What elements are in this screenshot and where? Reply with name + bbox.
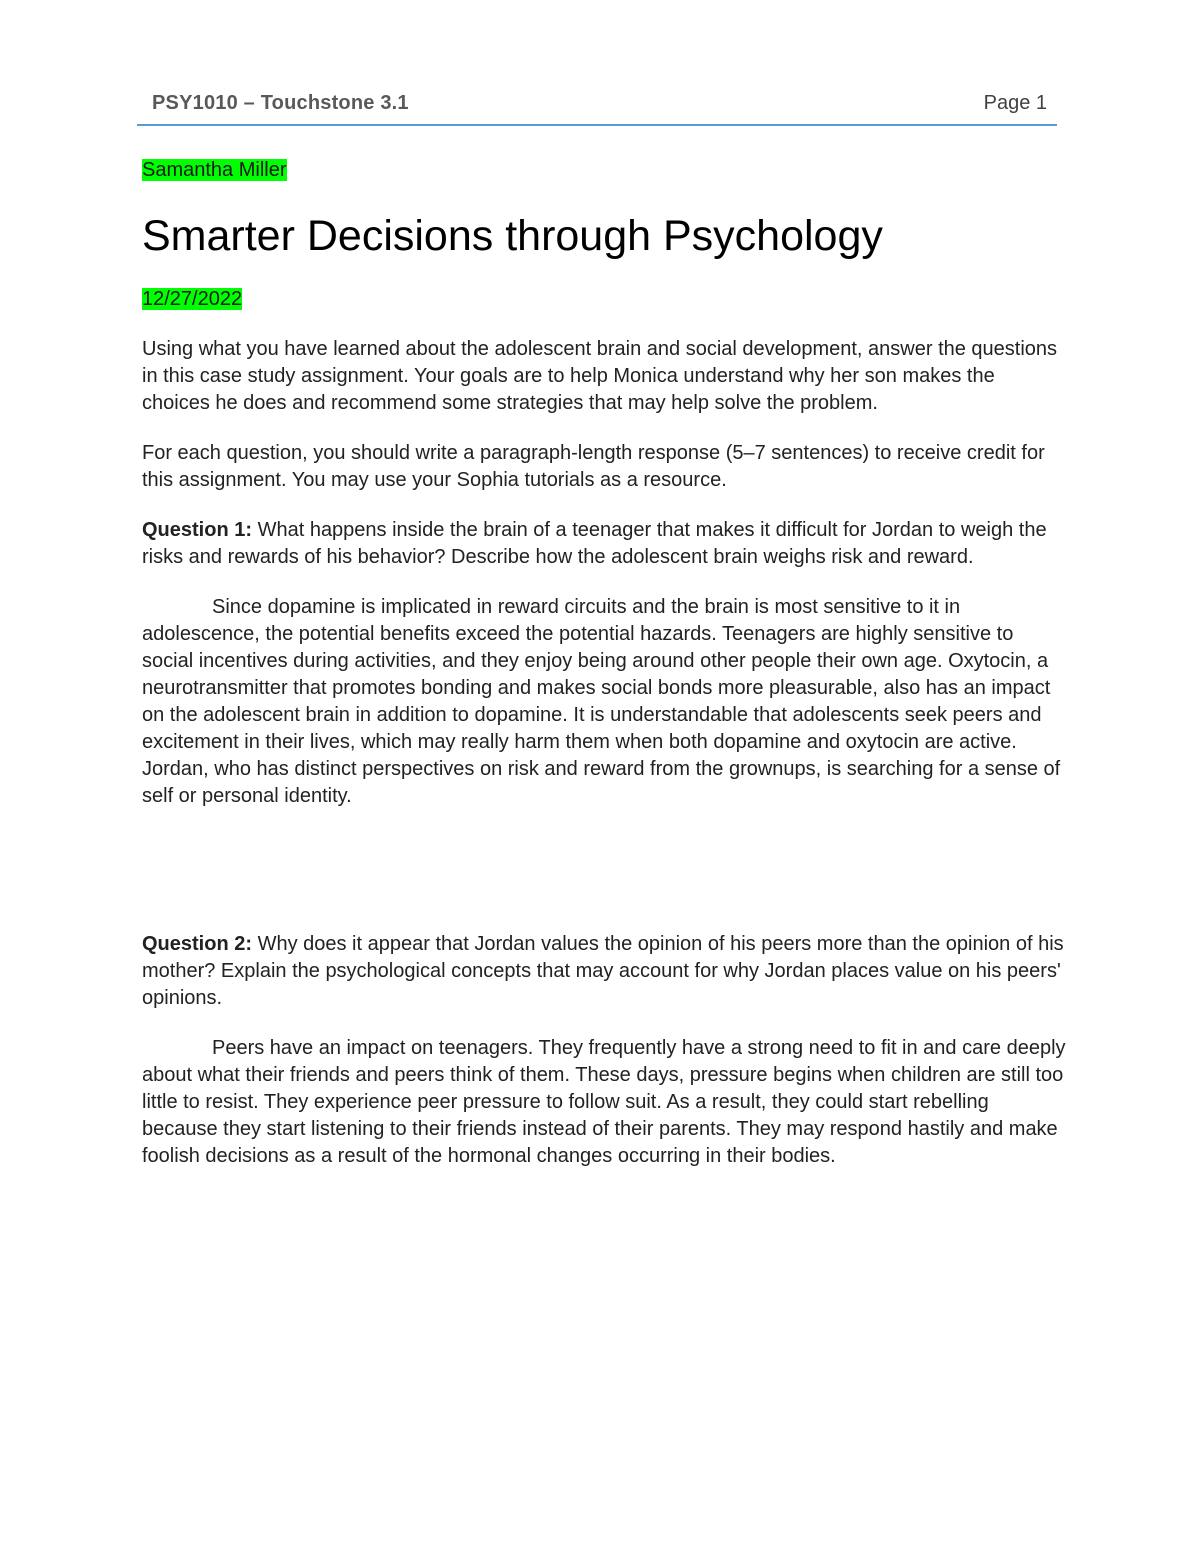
document-body [142,156,1067,1170]
author-name: Samantha Miller [142,159,287,181]
header-course-title: PSY1010 – Touchstone 3.1 [152,92,409,114]
intro-paragraph-1: Using what you have learned about the adolescent brain and social development, answer the questions in this case study assignment. Your goals are to help Monica understand why her son makes the choices he does and recommend some strategies that may help solve the problem. [142,338,1058,414]
answer-1: Since dopamine is implicated in reward circuits and the brain is most sensitive to it in adolescence, the potential benefits exceed the potential hazards. Teenagers are highly sensitive to social incentives during activities, and they enjoy being around other people their own age. Oxytocin, a neurotransmitter that promotes bonding and makes social bonds more pleasurable, also has an impact on the adolescent brain in addition to dopamine. It is understandable that adolescents seek peers and excitement in their lives, which may really harm them when both dopamine and oxytocin are active. Jordan, who has distinct perspectives on risk and reward from the grownups, is searching for a sense of self or personal identity. [142,596,1061,807]
question-2-label: Question 2: [142,933,253,955]
document-title: Smarter Decisions through Psychology [142,212,883,260]
document-date: 12/27/2022 [142,288,243,310]
question-1-text: What happens inside the brain of a teenager that makes it difficult for Jordan to weigh the risks and rewards of his behavior? Describe how the adolescent brain weighs risk and reward. [142,519,1047,568]
question-2 [142,931,1067,1012]
header-page-number: Page 1 [983,92,1047,114]
page-header [137,88,1057,126]
answer-2: Peers have an impact on teenagers. They frequently have a strong need to fit in and care deeply about what their friends and peers think of them. These days, pressure begins when children are still too little to resist. They experience peer pressure to follow suit. As a result, they could start rebelling because they start listening to their friends instead of their parents. They may respond hastily and make foolish decisions as a result of the hormonal changes occurring in their bodies. [142,1037,1066,1167]
question-1-label: Question 1: [142,519,253,541]
date-line [142,285,1067,313]
author-name-line [142,156,1067,184]
intro-paragraph-2: For each question, you should write a paragraph-length response (5–7 sentences) to receive credit for this assignment. You may use your Sophia tutorials as a resource. [142,442,1045,491]
question-1 [142,517,1067,571]
question-2-text: Why does it appear that Jordan values the opinion of his peers more than the opinion of his mother? Explain the psychological concepts that may account for why Jordan places value on his peers' opinions. [142,933,1064,1009]
